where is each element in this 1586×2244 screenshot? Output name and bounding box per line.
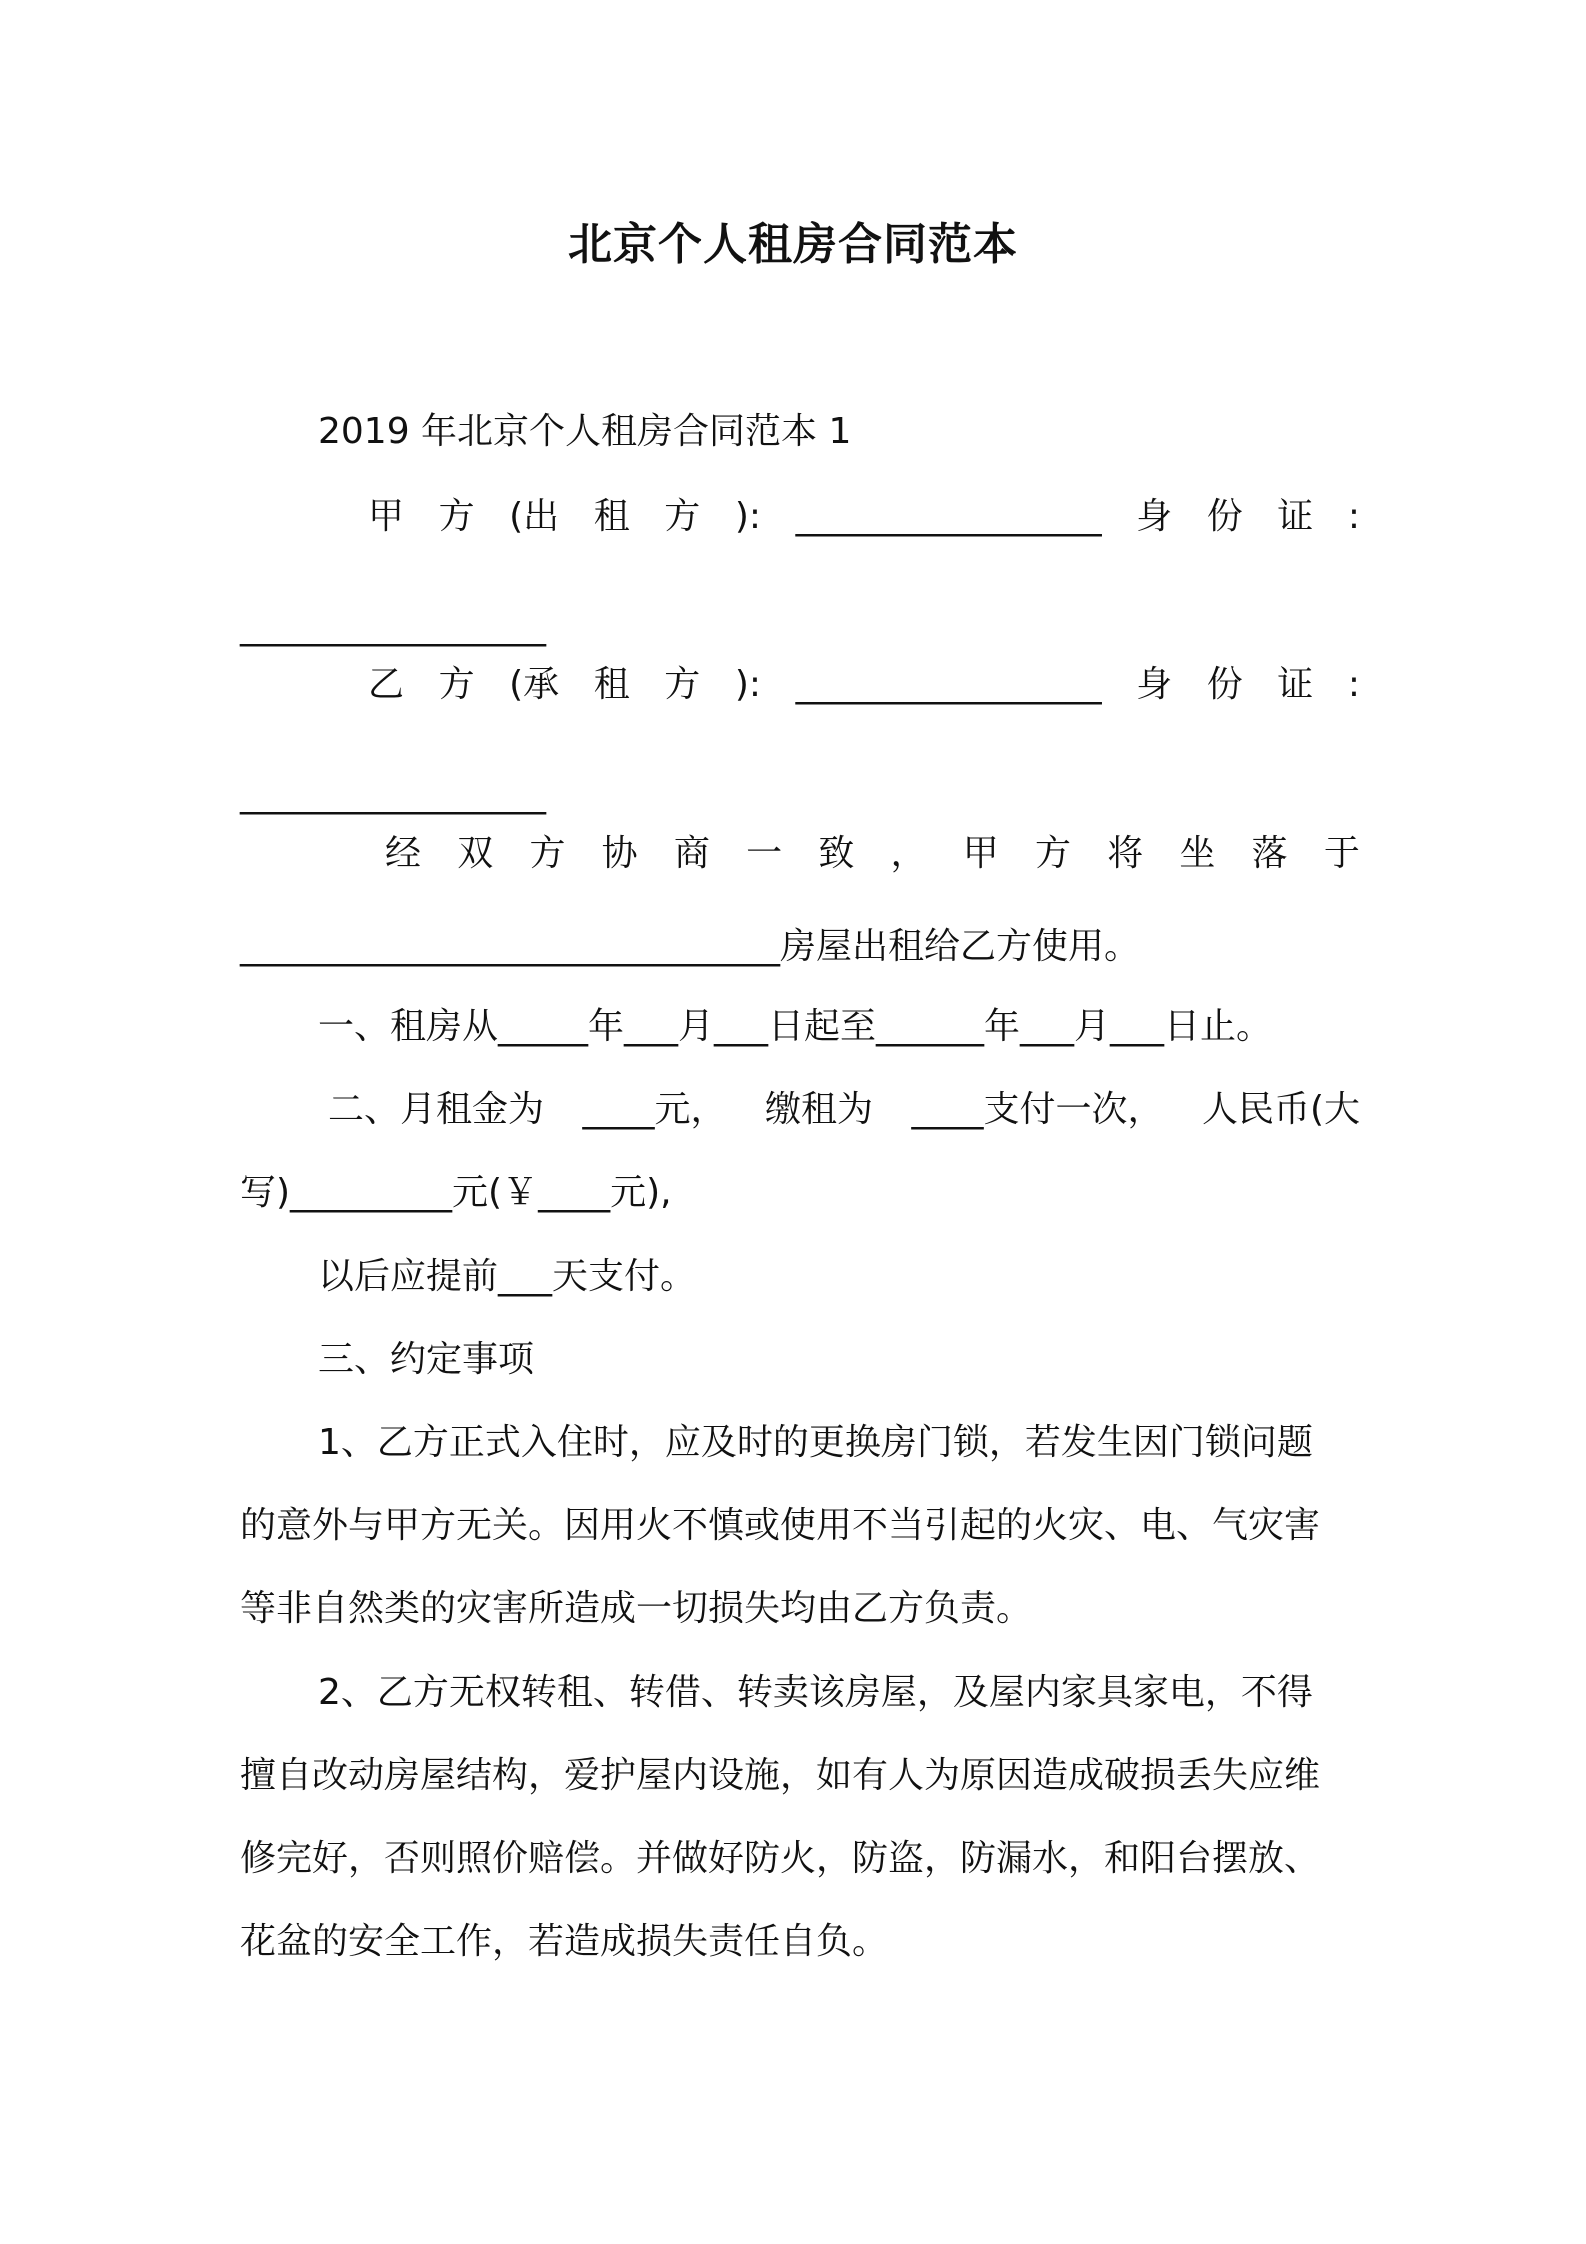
clause-1-line-2: 的意外与甲方无关。因用火不慎或使用不当引起的火灾、电、气灾害	[240, 1505, 1321, 1546]
clause-lease-term: 一、租房从_____年___月___日起至______年___月___日止。	[318, 1006, 1273, 1047]
clause-rent-amount: 写)_________元(￥____元),	[240, 1172, 672, 1213]
clause-2-line-2: 擅自改动房屋结构，爱护屋内设施，如有人为原因造成破损丢失应维	[240, 1755, 1321, 1796]
clause-2-line-1: 2、乙方无权转租、转借、转卖该房屋，及屋内家具家电，不得	[318, 1672, 1313, 1713]
clause-rent-advance: 以后应提前___天支付。	[318, 1256, 697, 1297]
document-title: 北京个人租房合同范本	[568, 219, 1018, 270]
agreement-line: 经 双 方 协 商 一 致 ， 甲 方 将 坐 落 于	[385, 833, 1360, 874]
party-a-id-blank: _________________	[240, 606, 546, 647]
party-a-name-blank: _________________	[795, 496, 1102, 537]
clause-2-line-3: 修完好，否则照价赔偿。并做好防火，防盗，防漏水，和阳台摆放、	[240, 1838, 1321, 1879]
property-address-line: ______________________________房屋出租给乙方使用。	[240, 926, 1141, 967]
party-b-line: 乙 方 (承 租 方 ): _________________ 身 份 证 :	[368, 658, 1360, 712]
section-agreed-matters: 三、约定事项	[318, 1339, 535, 1380]
clause-rent-line: 二、月租金为 ____元， 缴租为 ____支付一次， 人民币(大	[328, 1089, 1360, 1130]
party-b-id-blank: _________________	[240, 774, 546, 815]
party-b-name-blank: _________________	[795, 664, 1102, 705]
party-a-line: 甲 方 (出 租 方 ): _________________ 身 份 证 :	[368, 490, 1360, 544]
clause-2-line-4: 花盆的安全工作，若造成损失责任自负。	[240, 1921, 889, 1962]
clause-1-line-3: 等非自然类的灾害所造成一切损失均由乙方负责。	[240, 1588, 1033, 1629]
contract-subtitle: 2019 年北京个人租房合同范本 1	[318, 411, 852, 452]
clause-1-line-1: 1、乙方正式入住时，应及时的更换房门锁，若发生因门锁问题	[318, 1422, 1313, 1463]
